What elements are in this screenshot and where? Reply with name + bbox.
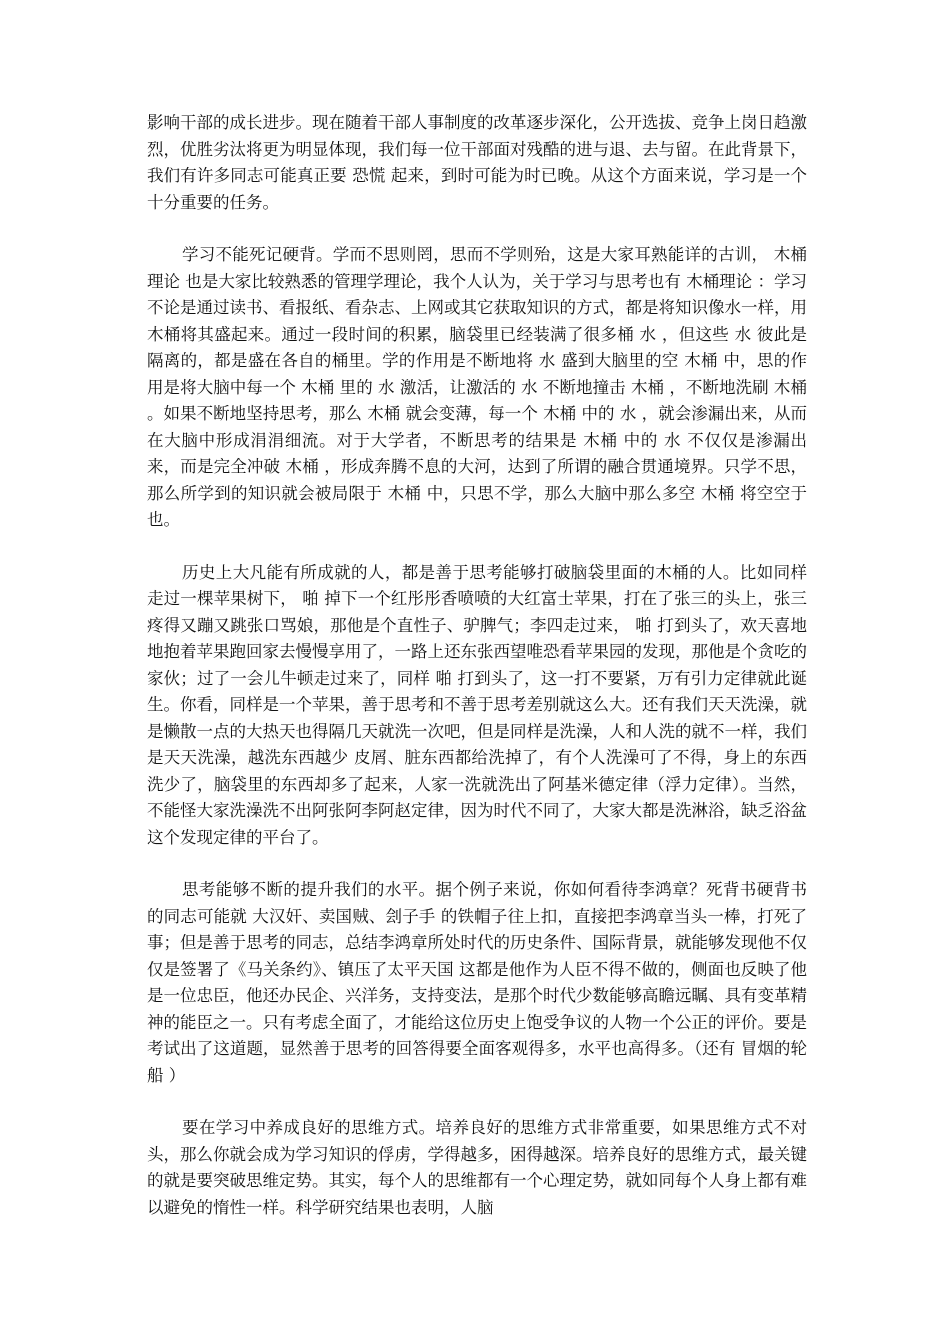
paragraph-continuation: 影响干部的成长进步。现在随着干部人事制度的改革逐步深化，公开选拔、竞争上岗日趋激烈，优胜劣汰将更为明显体现，我们每一位干部面对残酷的进与退、去与留。在此背景下，我们有许多同志可能真正要 恐慌 起来，到时可能为时已晚。从这个方面来说，学习是一个十分重要的任务。 — [147, 113, 807, 212]
document-body — [147, 110, 807, 1247]
paragraph-history-examples: 历史上大凡能有所成就的人，都是善于思考能够打破脑袋里面的木桶的人。比如同样走过一棵苹果树下， 啪 掉下一个红彤彤香喷喷的大红富士苹果，打在了张三的头上，张三疼得又蹦又跳张口骂娘，那他是个直性子、驴脾气；李四走过来， 啪 打到头了，欢天喜地地抱着苹果跑回家去慢慢享用了，一路上还东张西望唯恐看苹果园的发现，那他是个贪吃的家伙；过了一会儿牛顿走过来了，同样 啪 打到头了，这一打不要紧，万有引力定律就此诞生。你看，同样是一个苹果，善于思考和不善于思考差别就这么大。还有我们天天洗澡，就是懒散一点的大热天也得隔几天就洗一次吧，但是同样是洗澡，人和人洗的就不一样，我们是天天洗澡，越洗东西越少 皮屑、脏东西都给洗掉了，有个人洗澡可了不得，身上的东西洗少了，脑袋里的东西却多了起来，人家一洗就洗出了阿基米德定律（浮力定律）。当然，不能怪大家洗澡洗不出阿张阿李阿赵定律，因为时代不同了，大家大都是洗淋浴，缺乏浴盆这个发现定律的平台了。 — [147, 562, 807, 847]
paragraph-li-hongzhang: 思考能够不断的提升我们的水平。据个例子来说，你如何看待李鸿章？死背书硬背书的同志可能就 大汉奸、卖国贼、刽子手 的铁帽子往上扣，直接把李鸿章当头一棒，打死了事；但是善于思考的同志，总结李鸿章所处时代的历史条件、国际背景，就能够发现他不仅仅是签署了《马关条约》、镇压了太平天国 这都是他作为人臣不得不做的，侧面也反映了他是一位忠臣，他还办民企、兴洋务，支持变法，是那个时代少数能够高瞻远瞩、具有变革精神的能臣之一。只有考虑全面了，才能给这位历史上饱受争议的人物一个公正的评价。要是考试出了这道题，显然善于思考的回答得要全面客观得多，水平也高得多。（还有 冒烟的轮船 ） — [147, 880, 807, 1085]
paragraph-bucket-theory: 学习不能死记硬背。学而不思则罔，思而不学则殆，这是大家耳熟能详的古训， 木桶理论 也是大家比较熟悉的管理学理论，我个人认为，关于学习与思考也有 木桶理论 ：学习不论是通过读书、看报纸、看杂志、上网或其它获取知识的方式，都是将知识像水一样，用木桶将其盛起来。通过一段时间的积累，脑袋里已经装满了很多桶 水 ，但这些 水 彼此是隔离的，都是盛在各自的桶里。学的作用是不断地将 水 盛到大脑里的空 木桶 中，思的作用是将大脑中每一个 木桶 里的 水 激活，让激活的 水 不断地撞击 木桶 ，不断地洗刷 木桶 。如果不断地坚持思考，那么 木桶 就会变薄，每一个 木桶 中的 水 ，就会渗漏出来，从而在大脑中形成涓涓细流。对于大学者，不断思考的结果是 木桶 中的 水 不仅仅是渗漏出来，而是完全冲破 木桶 ，形成奔腾不息的大河，达到了所谓的融合贯通境界。只学不思，那么所学到的知识就会被局限于 木桶 中，只思不学，那么大脑中那么多空 木桶 将空空于也。 — [147, 245, 807, 529]
paragraph-thinking-habits: 要在学习中养成良好的思维方式。培养良好的思维方式非常重要，如果思维方式不对头，那么你就会成为学习知识的俘虏，学得越多，困得越深。培养良好的思维方式，最关键的就是要突破思维定势。其实，每个人的思维都有一个心理定势，就如同每个人身上都有难以避免的惰性一样。科学研究结果也表明，人脑 — [147, 1118, 807, 1217]
